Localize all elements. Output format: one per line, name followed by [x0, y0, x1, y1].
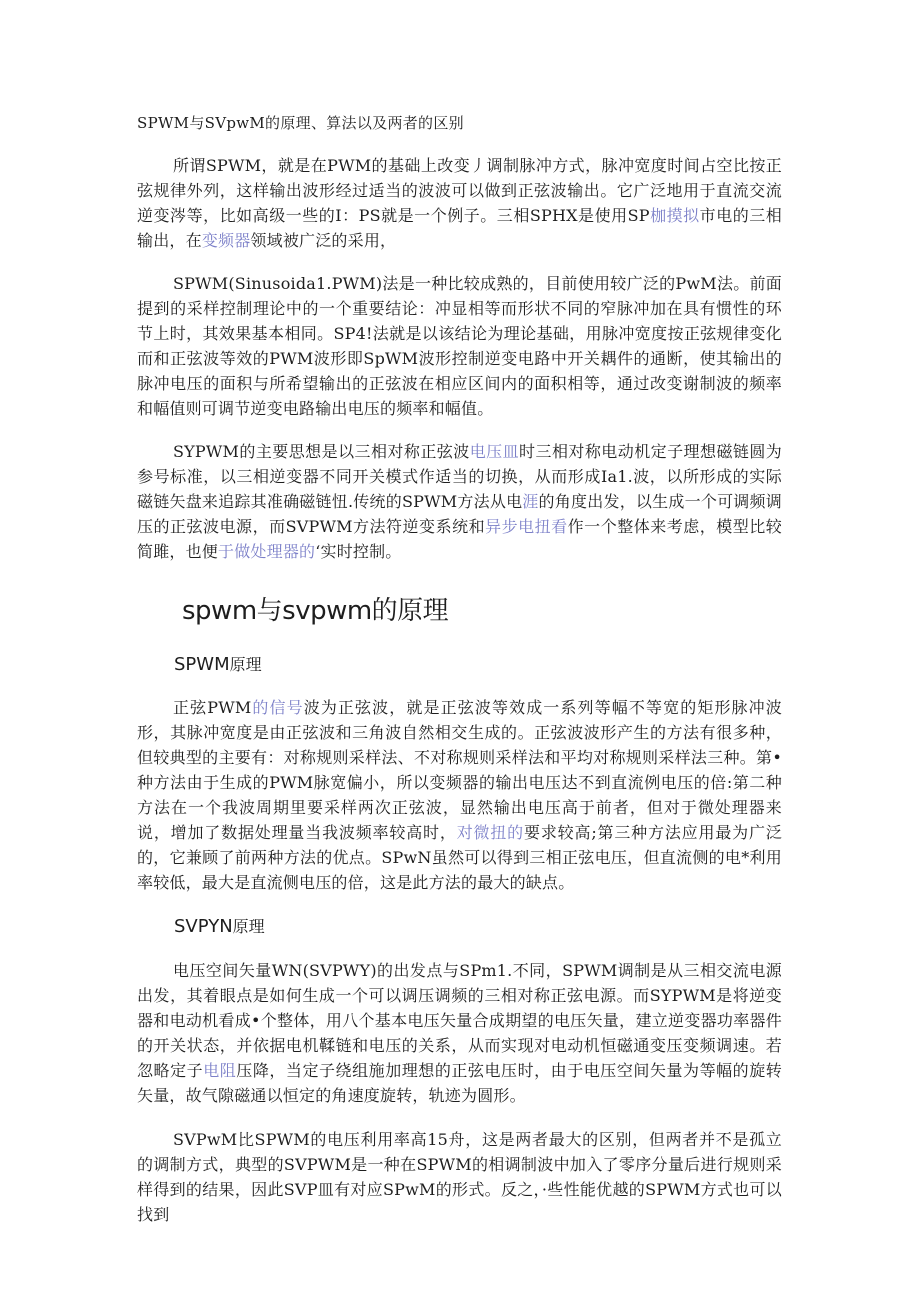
spwm-link-micro[interactable]: 对微扭的 [456, 823, 525, 842]
svpwm-p-text-a: 电压空间矢量WN(SVPWY)的出发点与SPm1.不同，SPWM调制是从三相交流电源出发，其着眼点是如何生成一个可以调压调频的三相对称正弦电源。而SYPWM是将逆变器和电动机看成•个整体，用八个基本电压矢量合成期望的电压矢量，建立逆变器功率器件的开关状态，并依据电机鞣链和电压的关系，从而实现对电动机恒磁通变压变频调速。若忽略定子 [137, 961, 782, 1080]
svpwm-link-processor[interactable]: 于做处理器的 [218, 542, 316, 561]
spwm-p-text-c: 要求较高;第三种方法应用最为广泛的，它兼顾了前两种方法的优点。SPwN虽然可以得到三相正弦电压，但直流侧的电*利用率较低，最大是直流侧电压的倍，这是此方法的最大的缺点。 [137, 823, 782, 892]
spwm-link-signal[interactable]: 的信号 [251, 698, 304, 717]
svpwm-text-c: 的角度出发，以生成一个可调频调压的正弦波电源，而SVPWM方法符逆变系统和 [137, 492, 782, 536]
intro-text-b: 市电的三相输出，在 [137, 206, 782, 250]
svpwm-p-text-b: 压降，当定子绕组施加理想的正弦电压时，由于电压空间矢量为等幅的旋转矢量，故气隙磁通以恒定的角速度旋转，轨迹为圆形。 [137, 1061, 782, 1105]
intro-link-inverter[interactable]: 变频器 [201, 231, 251, 250]
svpwm-link-source[interactable]: 涯 [522, 492, 539, 511]
svpwm-idea-paragraph [137, 439, 782, 564]
svpwm-text-d: 作一个整体来考虑，模型比较简雎，也便 [137, 517, 782, 561]
svpwm-text-a: SYPWM的主要思想是以三相对称正弦波 [173, 442, 470, 461]
intro-paragraph [137, 153, 782, 253]
svpwm-text-b: 时三相对称电动机定子理想磁链圆为参号标准，以三相逆变器不同开关模式作适当的切换，从而形成Ia1.波，以所形成的实际磁链矢盘来追踪其准确磁链忸.传统的SPWM方法从电 [137, 442, 783, 511]
svpwm-link-voltage[interactable]: 电压皿 [469, 442, 520, 461]
intro-text-c: 领域被广泛的采用， [250, 231, 397, 250]
svpwm-link-resistance[interactable]: 电阻 [203, 1061, 237, 1080]
svpwm-text-e: ‘实时控制。 [315, 542, 402, 561]
svpwm-heading-cjk: 原理 [232, 917, 265, 936]
comparison-paragraph: SVPwM比SPWM的电压利用率高15舟，这是两者最大的区别，但两者并不是孤立的调制方式，典型的SVPWM是一种在SPWM的相调制波中加入了零序分量后进行规则采样得到的结果，因此SVP皿有对应SPwM的形式。反之，·些性能优越的SPWM方式也可以找到 [137, 1130, 782, 1224]
svpwm-principle-heading [174, 914, 265, 937]
section-heading: spwm与svpwm的原理 [182, 596, 449, 626]
spwm-heading-latin: SPWM [174, 654, 230, 675]
svpwm-principle-paragraph [137, 958, 782, 1108]
svpwm-heading-latin: SVPYN [174, 916, 233, 937]
spwm-principle-paragraph [137, 695, 782, 895]
document-title: SPWM与SVpwM的原理、算法以及两者的区别 [137, 114, 464, 132]
spwm-heading-cjk: 原理 [229, 655, 262, 674]
spwm-method-paragraph: SPWM(Sinusoida1.PWM)法是一种比较成熟的，目前使用较广泛的PwM法。前面提到的采样控制理论中的一个重要结论：冲显相等而形状不同的窄脉冲加在具有惯性的环节上时，其效果基本相同。SP4!法就是以该结论为理论基础，用脉冲宽度按正弦规律变化而和正弦波等效的PWM波形即SpWM波形控制逆变电路中开关耦件的通断，使其输出的脉冲电压的面积与所希望输出的正弦波在相应区间内的面积相等，通过改变谢制波的频率和幅值则可调节逆变电路输出电压的频率和幅值。 [137, 274, 782, 418]
spwm-principle-heading [174, 652, 262, 675]
spwm-p-text-b: 波为正弦波，就是正弦波等效成一系列等幅不等宽的矩形脉冲波形，其脉冲宽度是由正弦波和三角波自然相交生成的。正弦波波形产生的方法有很多种，但较典型的主要有：对称规则采样法、不对称规则采样法和平均对称规则采样法三种。第•种方法由于生成的PWM脉宽偏小，所以变频器的输出电压达不到直流例电压的倍:第二种方法在一个我波周期里要采样两次正弦波，显然输出电压高于前者，但对于微处理器来说，增加了数据处理量当我波频率较高时， [137, 698, 782, 842]
intro-text-a: 所谓SPWM，就是在PWM的基础上改变丿调制脉冲方式，脉冲宽度时间占空比按正弦规律外列，这样输出波形经过适当的波波可以做到正弦波输出。它广泛地用于直流交流逆变涔等，比如高级一些的I：PS就是一个例子。三相SPHX是使用SP [137, 156, 782, 225]
intro-link-simulation[interactable]: 枷摸拟 [649, 206, 700, 225]
spwm-p-text-a: 正弦PWM [173, 698, 252, 717]
svpwm-link-motor[interactable]: 异步电扭看 [485, 517, 568, 536]
